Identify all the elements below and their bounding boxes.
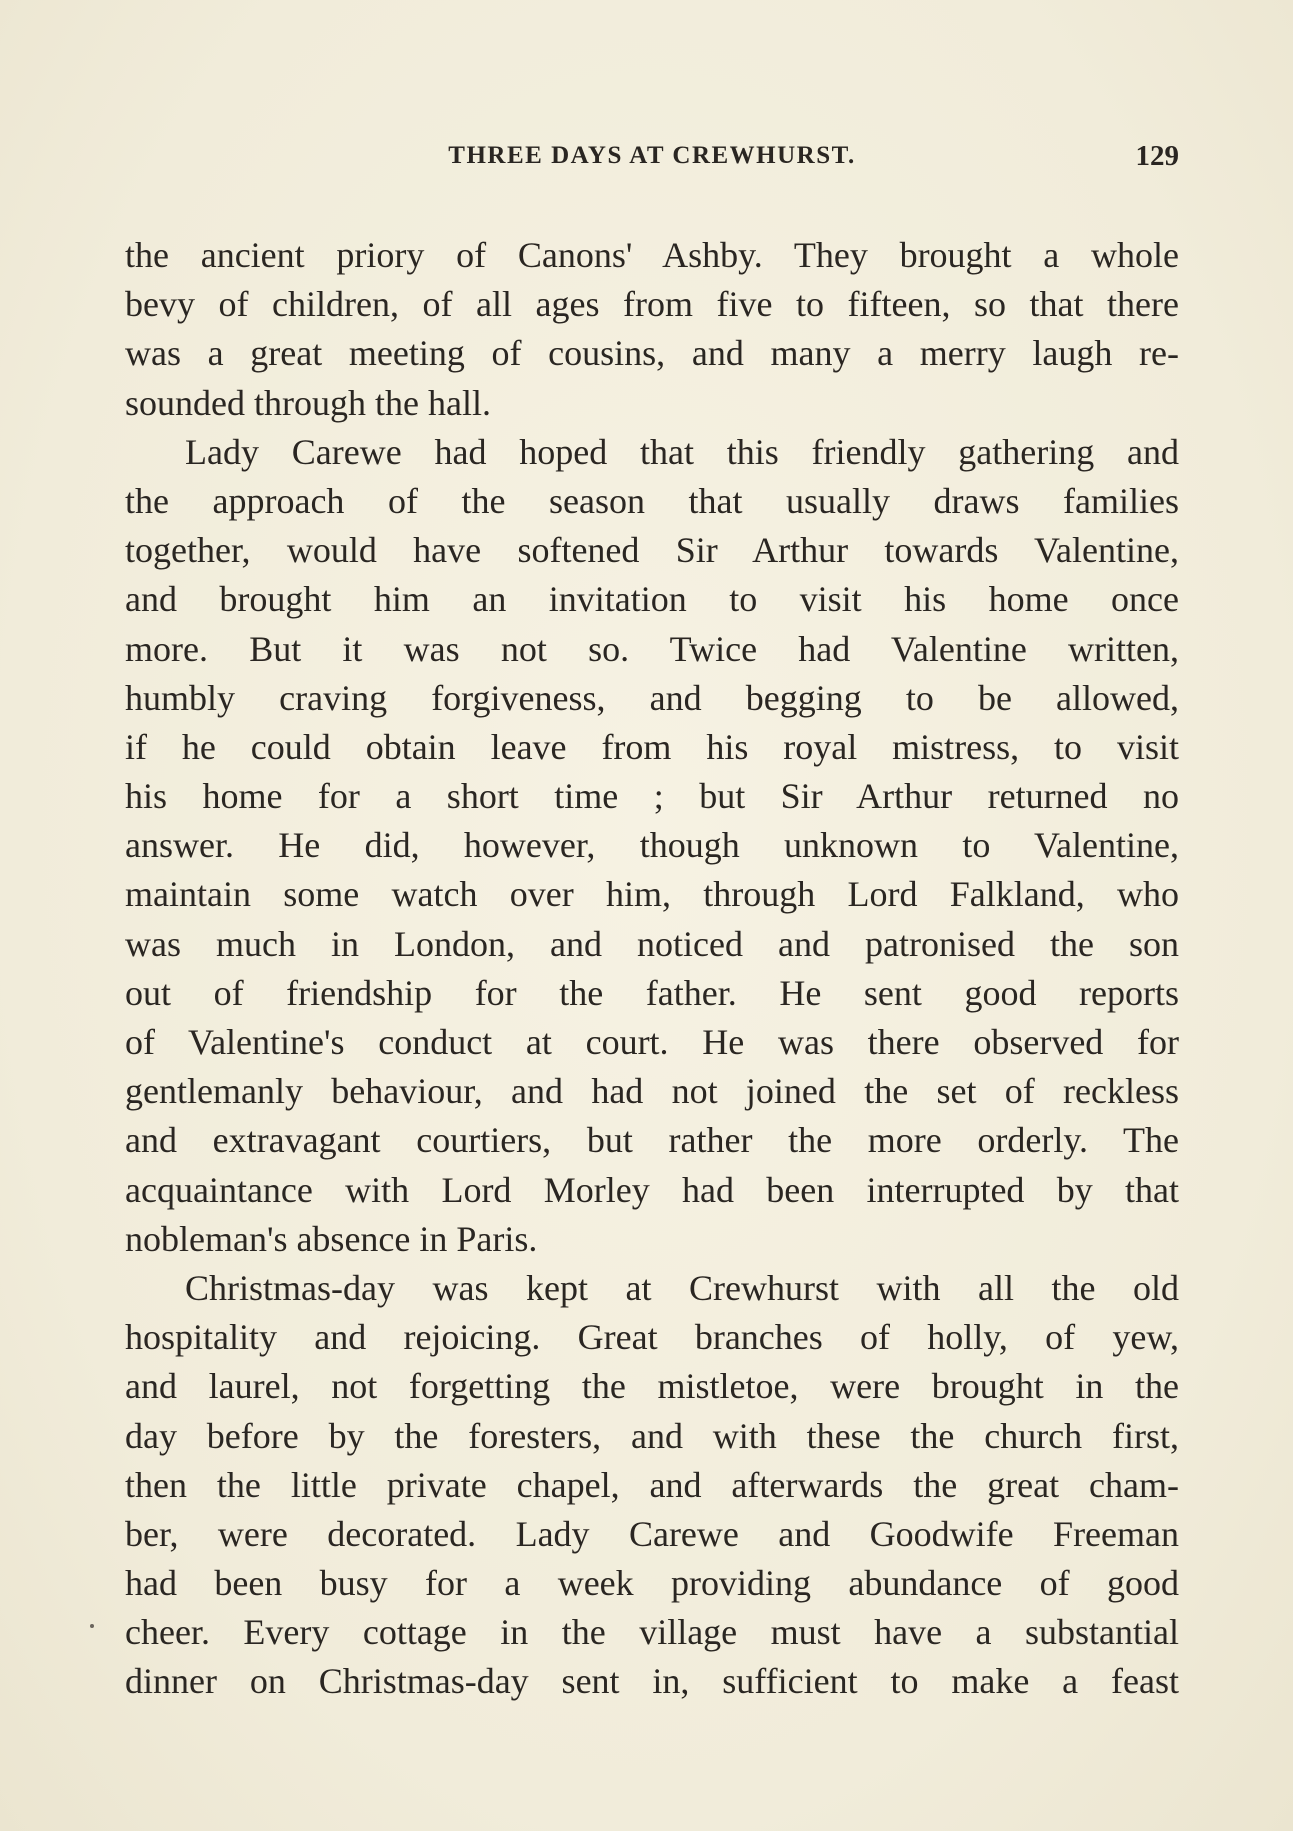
text-line: was a great meeting of cousins, and many a merry laugh re- bbox=[125, 333, 1179, 374]
text-line: sounded through the hall. bbox=[125, 382, 491, 423]
margin-speck bbox=[90, 1624, 94, 1628]
running-title: THREE DAYS AT CREWHURST. bbox=[448, 142, 856, 169]
text-line: nobleman's absence in Paris. bbox=[125, 1218, 538, 1259]
text-line: if he could obtain leave from his royal mistress, to visit bbox=[125, 726, 1179, 767]
text-line: of Valentine's conduct at court. He was there observed for bbox=[125, 1022, 1179, 1062]
page-number: 129 bbox=[1135, 140, 1179, 172]
text-line: together, would have softened Sir Arthur towards Valentine, bbox=[125, 530, 1179, 571]
text-line: out of friendship for the father. He sent good reports bbox=[125, 972, 1179, 1013]
text-line: answer. He did, however, though unknown to Valentine, bbox=[125, 825, 1179, 866]
text-line: dinner on Christmas-day sent in, sufficient to make a feast bbox=[125, 1661, 1179, 1702]
text-line: humbly craving forgiveness, and begging to be allowed, bbox=[125, 677, 1179, 718]
text-line: Lady Carewe had hoped that this friendly gathering and bbox=[185, 431, 1179, 472]
text-line: hospitality and rejoicing. Great branches of holly, of yew, bbox=[125, 1317, 1179, 1358]
text-line: then the little private chapel, and afterwards the great cham- bbox=[125, 1464, 1179, 1505]
text-line: gentlemanly behaviour, and had not joined the set of reckless bbox=[125, 1071, 1179, 1112]
text-line: bevy of children, of all ages from five to fifteen, so that there bbox=[125, 284, 1179, 325]
text-line: his home for a short time ; but Sir Arthur returned no bbox=[125, 776, 1179, 817]
running-head bbox=[125, 142, 1179, 182]
text-line: more. But it was not so. Twice had Valentine written, bbox=[125, 628, 1179, 669]
text-line: was much in London, and noticed and patronised the son bbox=[125, 923, 1179, 964]
text-line: acquaintance with Lord Morley had been interrupted by that bbox=[125, 1169, 1179, 1210]
text-line: had been busy for a week providing abundance of good bbox=[125, 1563, 1179, 1604]
text-line: the approach of the season that usually draws families bbox=[125, 480, 1179, 521]
text-line: cheer. Every cottage in the village must have a substantial bbox=[125, 1612, 1179, 1653]
text-line: Christmas-day was kept at Crewhurst with all the old bbox=[185, 1267, 1179, 1308]
text-line: ber, were decorated. Lady Carewe and Goodwife Freeman bbox=[125, 1513, 1179, 1554]
text-line: and extravagant courtiers, but rather the more orderly. The bbox=[125, 1120, 1179, 1161]
body-text bbox=[125, 231, 1179, 1707]
text-line: the ancient priory of Canons' Ashby. They brought a whole bbox=[125, 235, 1179, 275]
text-line: maintain some watch over him, through Lord Falkland, who bbox=[125, 874, 1179, 915]
text-line: and laurel, not forgetting the mistletoe, were brought in the bbox=[125, 1366, 1179, 1407]
text-line: day before by the foresters, and with these the church first, bbox=[125, 1415, 1179, 1456]
text-line: and brought him an invitation to visit his home once bbox=[125, 579, 1179, 620]
